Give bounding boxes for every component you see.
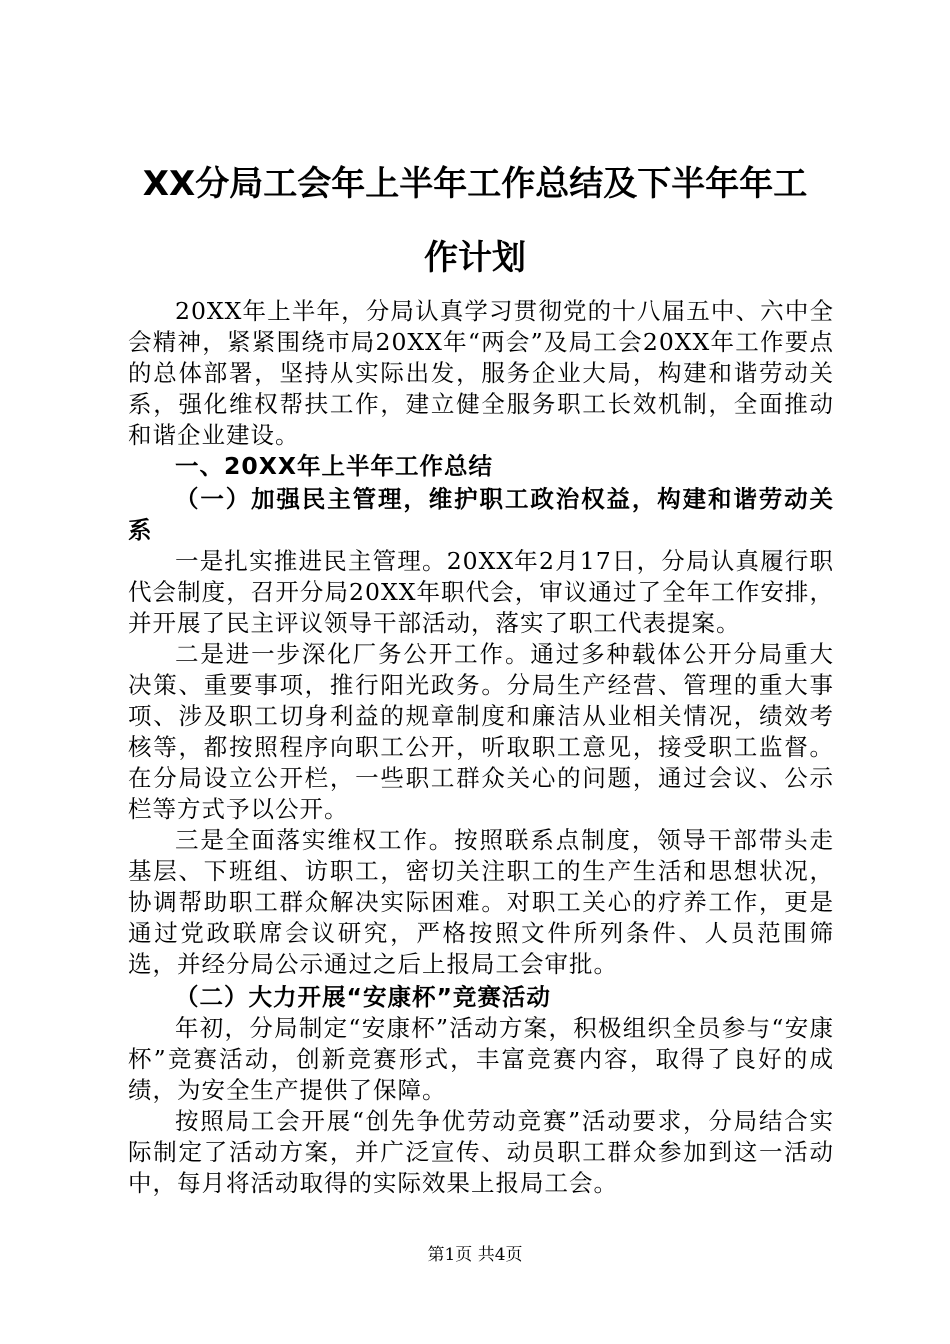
body-paragraph: 二是进一步深化厂务公开工作。通过多种载体公开分局重大决策、重要事项，推行阳光政务。分局生产经营、管理的重大事项、涉及职工切身利益的规章制度和廉洁从业相关情况，绩效考核等，都按照程序向职工公开，听取职工意见，接受职工监督。在分局设立公开栏，一些职工群众关心的问题，通过会议、公示栏等方式予以公开。 <box>128 640 834 823</box>
document-body <box>128 296 834 1199</box>
body-paragraph: 一是扎实推进民主管理。20XX年2月17日，分局认真履行职代会制度，召开分局20XX年职代会，审议通过了全年工作安排，并开展了民主评议领导干部活动，落实了职工代表提案。 <box>128 547 834 637</box>
intro-paragraph: 20XX年上半年，分局认真学习贯彻党的十八届五中、六中全会精神，紧紧围绕市局20XX年“两会”及局工会20XX年工作要点的总体部署，坚持从实际出发，服务企业大局，构建和谐劳动关系，强化维权帮扶工作，建立健全服务职工长效机制，全面推动和谐企业建设。 <box>128 297 834 449</box>
page-footer: 第1页 共4页 <box>427 1245 523 1265</box>
subsection-heading: （二）大力开展“安康杯”竞赛活动 <box>175 983 551 1011</box>
subsection-heading: （一）加强民主管理，维护职工政治权益，构建和谐劳动关系 <box>128 485 834 544</box>
document-title-line-1: XX分局工会年上半年工作总结及下半年年工 <box>142 164 808 204</box>
section-heading: 一、20XX年上半年工作总结 <box>175 452 493 480</box>
body-paragraph: 年初，分局制定“安康杯”活动方案，积极组织全员参与“安康杯”竞赛活动，创新竞赛形式，丰富竞赛内容，取得了良好的成绩，为安全生产提供了保障。 <box>128 1014 834 1104</box>
body-paragraph: 三是全面落实维权工作。按照联系点制度，领导干部带头走基层、下班组、访职工，密切关注职工的生产生活和思想状况，协调帮助职工群众解决实际困难。对职工关心的疗养工作，更是通过党政联席会议研究，严格按照文件所列条件、人员范围筛选，并经分局公示通过之后上报局工会审批。 <box>128 826 834 978</box>
body-paragraph: 按照局工会开展“创先争优劳动竞赛”活动要求，分局结合实际制定了活动方案，并广泛宣传、动员职工群众参加到这一活动中，每月将活动取得的实际效果上报局工会。 <box>128 1107 834 1197</box>
document-title-line-2: 作计划 <box>424 238 526 278</box>
